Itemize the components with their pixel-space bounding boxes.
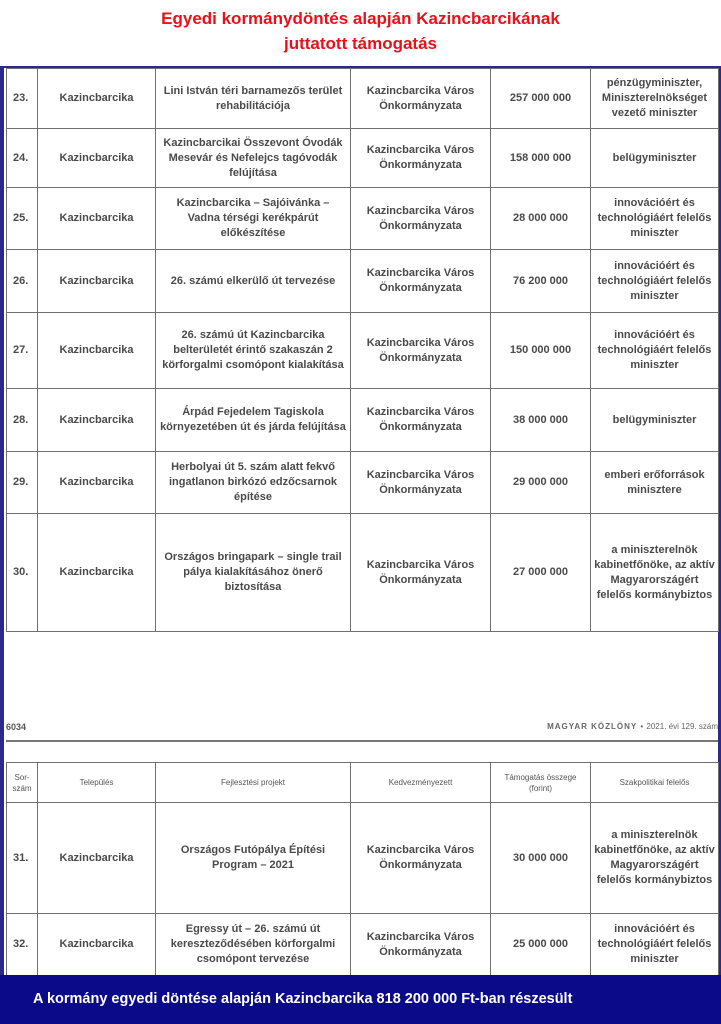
cell-responsible: innovációért és technológiáért felelős miniszter [591,313,719,389]
cell-no: 30. [7,514,38,632]
cell-beneficiary: Kazincbarcika Város Önkormányzata [351,129,491,188]
cell-responsible: innovációért és technológiáért felelős miniszter [591,188,719,250]
cell-beneficiary: Kazincbarcika Város Önkormányzata [351,803,491,914]
cell-settlement: Kazincbarcika [38,514,156,632]
separator: • [640,722,644,731]
gazette-page-footer [6,722,718,742]
cell-settlement: Kazincbarcika [38,129,156,188]
cell-settlement: Kazincbarcika [38,313,156,389]
header-amount: Támogatás összege (forint) [491,763,591,803]
cell-no: 31. [7,803,38,914]
cell-amount: 257 000 000 [491,69,591,129]
publication-name: MAGYAR KÖZLÖNY [547,722,638,731]
cell-no: 24. [7,129,38,188]
title-line-2: juttatott támogatás [284,34,437,53]
cell-settlement: Kazincbarcika [38,389,156,452]
cell-responsible: belügyminiszter [591,389,719,452]
cell-amount: 158 000 000 [491,129,591,188]
cell-amount: 28 000 000 [491,188,591,250]
table-row [7,914,719,976]
cell-project: Egressy út – 26. számú út kereszteződésében körforgalmi csomópont tervezése [156,914,351,976]
cell-project: 26. számú út Kazincbarcika belterületét érintő szakaszán 2 körforgalmi csomópont kialakítása [156,313,351,389]
header-project: Fejlesztési projekt [156,763,351,803]
cell-project: Kazincbarcika – Sajóivánka – Vadna térségi kerékpárút előkészítése [156,188,351,250]
cell-beneficiary: Kazincbarcika Város Önkormányzata [351,452,491,514]
cell-project: Kazincbarcikai Összevont Óvodák Mesevár és Nefelejcs tagóvodák felújítása [156,129,351,188]
page-number: 6034 [6,722,27,732]
cell-beneficiary: Kazincbarcika Város Önkormányzata [351,69,491,129]
cell-responsible: emberi erőforrások minisztere [591,452,719,514]
cell-project: Országos Futópálya Építési Program – 2021 [156,803,351,914]
cell-responsible: innovációért és technológiáért felelős miniszter [591,250,719,313]
cell-project: Országos bringapark – single trail pálya kialakításához önerő biztosítása [156,514,351,632]
cell-no: 32. [7,914,38,976]
cell-project: Lini István téri barnamezős terület rehabilitációja [156,69,351,129]
grant-table-top [6,68,719,632]
cell-no: 25. [7,188,38,250]
cell-project: 26. számú elkerülő út tervezése [156,250,351,313]
cell-no: 26. [7,250,38,313]
cell-amount: 76 200 000 [491,250,591,313]
cell-responsible: innovációért és technológiáért felelős miniszter [591,914,719,976]
cell-amount: 150 000 000 [491,313,591,389]
cell-settlement: Kazincbarcika [38,69,156,129]
table-row [7,69,719,129]
cell-project: Árpád Fejedelem Tagiskola környezetében út és járda felújítása [156,389,351,452]
issue-number: 2021. évi 129. szám [646,722,718,731]
cell-responsible: a miniszterelnök kabinetfőnöke, az aktív Magyarországért felelős kormánybiztos [591,803,719,914]
cell-beneficiary: Kazincbarcika Város Önkormányzata [351,914,491,976]
cell-settlement: Kazincbarcika [38,452,156,514]
cell-responsible: belügyminiszter [591,129,719,188]
cell-beneficiary: Kazincbarcika Város Önkormányzata [351,250,491,313]
table-row [7,313,719,389]
cell-beneficiary: Kazincbarcika Város Önkormányzata [351,514,491,632]
cell-settlement: Kazincbarcika [38,250,156,313]
cell-amount: 30 000 000 [491,803,591,914]
table-row [7,188,719,250]
table-row [7,514,719,632]
cell-settlement: Kazincbarcika [38,914,156,976]
cell-beneficiary: Kazincbarcika Város Önkormányzata [351,313,491,389]
cell-settlement: Kazincbarcika [38,803,156,914]
header-responsible: Szakpolitikai felelős [591,763,719,803]
cell-no: 27. [7,313,38,389]
table-row [7,803,719,914]
cell-beneficiary: Kazincbarcika Város Önkormányzata [351,389,491,452]
title-line-1: Egyedi kormánydöntés alapján Kazincbarcikának [161,9,560,28]
table-row [7,250,719,313]
cell-amount: 29 000 000 [491,452,591,514]
cell-settlement: Kazincbarcika [38,188,156,250]
publication-info [547,722,718,731]
cell-amount: 25 000 000 [491,914,591,976]
header-settlement: Település [38,763,156,803]
summary-banner: A kormány egyedi döntése alapján Kazincbarcika 818 200 000 Ft-ban részesült [0,975,721,1024]
grant-table-bottom [6,762,719,976]
header-beneficiary: Kedvezményezett [351,763,491,803]
cell-no: 29. [7,452,38,514]
cell-no: 28. [7,389,38,452]
cell-responsible: a miniszterelnök kabinetfőnöke, az aktív Magyarországért felelős kormánybiztos [591,514,719,632]
page-title [0,0,721,66]
cell-no: 23. [7,69,38,129]
table-row [7,389,719,452]
header-no: Sor-szám [7,763,38,803]
table-header-row [7,763,719,803]
cell-project: Herbolyai út 5. szám alatt fekvő ingatlanon birkózó edzőcsarnok építése [156,452,351,514]
table-row [7,452,719,514]
cell-responsible: pénzügyminiszter, Miniszterelnökséget vezető miniszter [591,69,719,129]
table-row [7,129,719,188]
cell-beneficiary: Kazincbarcika Város Önkormányzata [351,188,491,250]
cell-amount: 38 000 000 [491,389,591,452]
cell-amount: 27 000 000 [491,514,591,632]
